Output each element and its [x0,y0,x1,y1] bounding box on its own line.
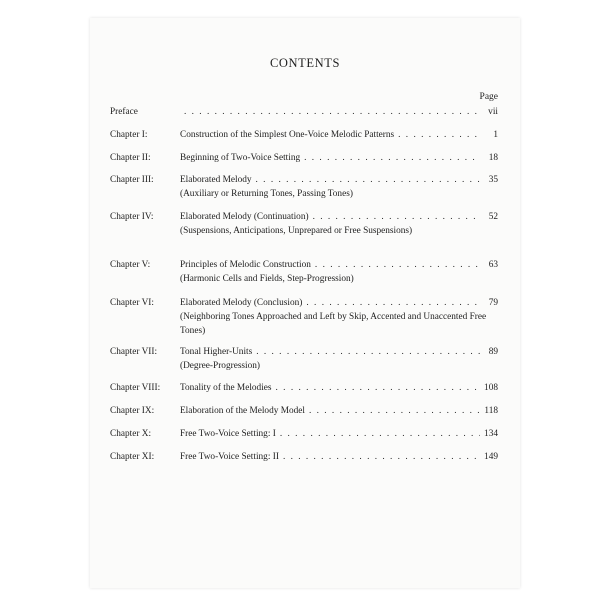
entry-page-number: 1 [493,130,498,140]
entry-title: Elaborated Melody (Continuation) [180,212,309,222]
entry-page-number: 63 [488,260,498,270]
entry-page-number: 89 [488,347,498,357]
entry-page-number: 52 [488,212,498,222]
toc-entry-chapter-3 [110,173,498,201]
entry-title: Principles of Melodic Construction [180,260,311,270]
entry-title: Tonality of the Melodies [180,383,272,393]
toc-entry-chapter-2 [110,151,498,165]
entry-label: Preface [110,107,138,117]
entry-page-number: 149 [484,452,498,462]
entry-title: Construction of the Simplest One-Voice Melodic Patterns [180,130,395,140]
entry-page-number: 35 [488,175,498,185]
document-page [90,18,520,588]
entry-title: Elaboration of the Melody Model [180,406,305,416]
toc-entry-chapter-11 [110,450,498,464]
toc-entry-chapter-7 [110,345,498,373]
entry-page-number: 18 [488,153,498,163]
toc-entry-chapter-5 [110,258,498,286]
entry-subtitle: (Neighboring Tones Approached and Left by Skip, Accented and Unaccented Free Tones) [180,312,487,336]
toc-entry-chapter-1 [110,128,498,142]
entry-page-number: vii [488,107,498,117]
entry-label: Chapter VI: [110,298,154,308]
entry-subtitle: (Degree-Progression) [180,361,261,371]
entry-page-number: 79 [488,298,498,308]
entry-label: Chapter X: [110,429,152,439]
entry-page-number: 134 [484,429,498,439]
toc-entry-chapter-9 [110,404,498,418]
toc-entry-chapter-8 [110,381,498,395]
leader-dots [256,173,480,187]
entry-label: Chapter IV: [110,212,154,222]
leader-dots [283,450,480,464]
entry-title: Free Two-Voice Setting: I [180,429,276,439]
leader-dots [184,105,480,119]
entry-title: Beginning of Two-Voice Setting [180,153,301,163]
leader-dots [276,381,480,395]
entry-label: Chapter II: [110,153,151,163]
entry-subtitle: (Harmonic Cells and Fields, Step-Progression) [180,274,354,284]
entry-page-number: 118 [484,406,498,416]
entry-label: Chapter I: [110,130,148,140]
entry-subtitle: (Auxiliary or Returning Tones, Passing Tones) [180,189,353,199]
entry-title: Free Two-Voice Setting: II [180,452,279,462]
entry-title: Elaborated Melody [180,175,252,185]
entry-title: Elaborated Melody (Conclusion) [180,298,303,308]
page-title: CONTENTS [269,56,341,70]
entry-subtitle: (Suspensions, Anticipations, Unprepared or Free Suspensions) [180,226,413,236]
entry-label: Chapter III: [110,175,154,185]
toc-entry-chapter-4 [110,210,498,238]
leader-dots [306,296,480,310]
leader-dots [398,128,480,142]
page-column-label: Page [479,92,498,102]
leader-dots [309,404,480,418]
toc-entry-chapter-10 [110,427,498,441]
toc-entry-chapter-6 [110,296,498,338]
leader-dots [313,210,480,224]
entry-label: Chapter V: [110,260,151,270]
entry-label: Chapter VIII: [110,383,161,393]
toc-entry-preface [110,105,498,119]
leader-dots [256,345,480,359]
entry-label: Chapter IX: [110,406,155,416]
leader-dots [280,427,480,441]
leader-dots [315,258,480,272]
entry-page-number: 108 [484,383,498,393]
entry-label: Chapter XI: [110,452,155,462]
leader-dots [304,151,480,165]
entry-label: Chapter VII: [110,347,158,357]
entry-title: Tonal Higher-Units [180,347,253,357]
